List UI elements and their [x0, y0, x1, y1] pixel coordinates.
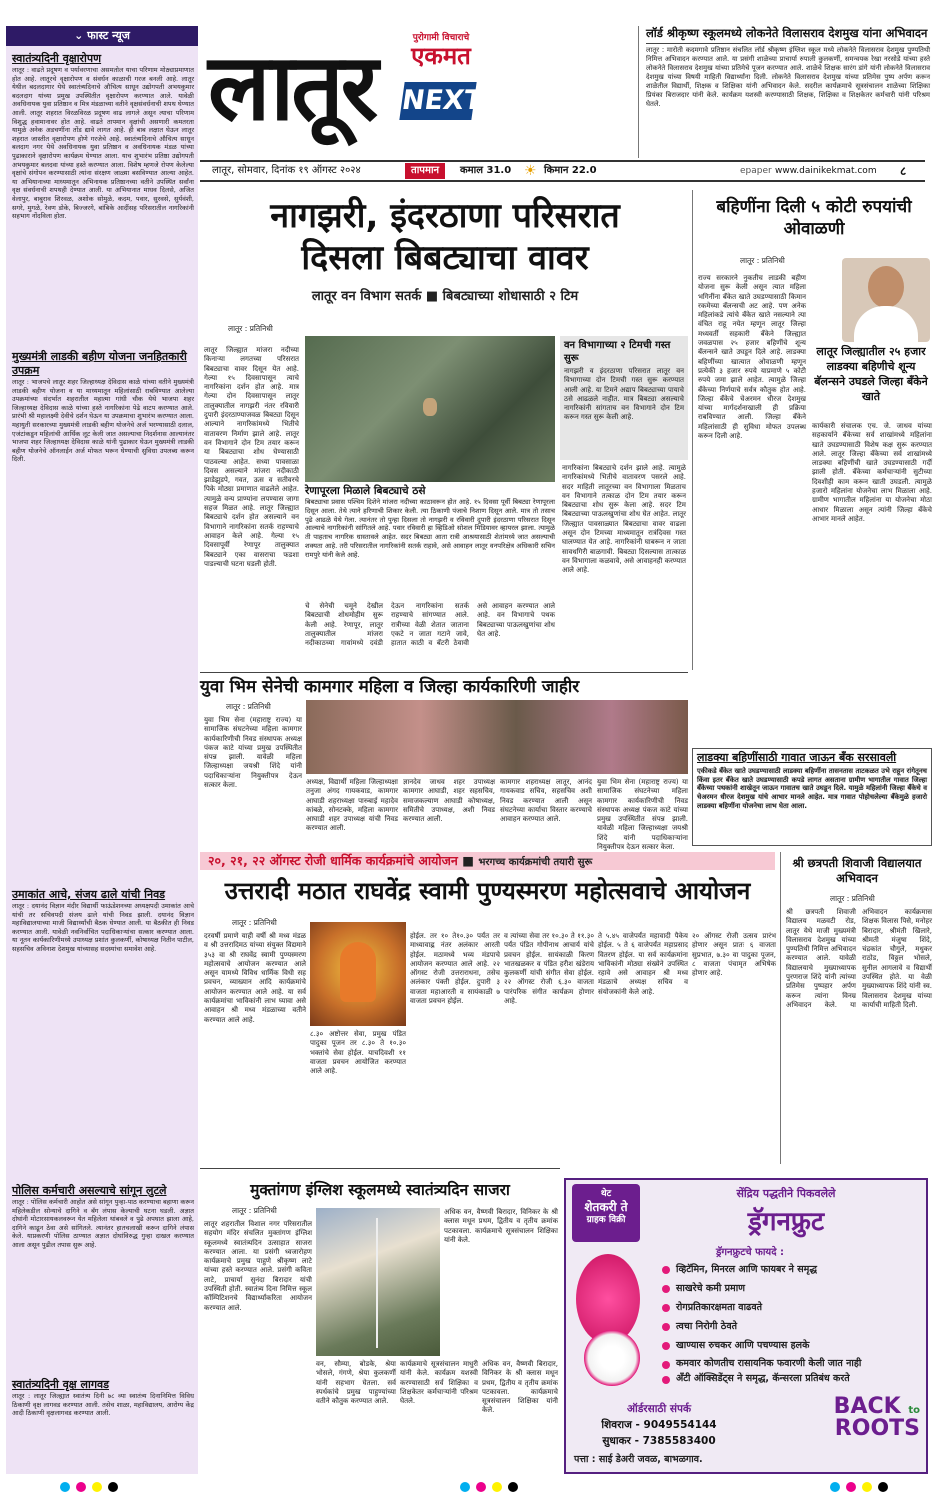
top-right-body: लातूर : मारोती कदमगावे प्रतिष्ठान संचलित लॉर्ड श्रीकृष्ण इंग्लिश स्कूल मध्ये लोकनेते विलासराव देशमुख पुण्यतिथी निमित्त अभिवादन करण्यात आले. या प्रसंगी शाळेच्या प्राचार्या रुपाली कुलकर्णी, समन्वयक रेखा नरसोडे यांच्या हस्ते लोकनेते विलासराव देशमुख यांच्या प्रतिमेचे पूजन करण्यात आले. शाळेचे शिक्षक सारंग डांगे यांनी लोकनेते विलासराव देशमुख यांच्या विषयी माहिती विद्यार्थ्यांना दिली. लोकनेते विलासराव देशमुख यांच्या प्रतिमेस पुष्प अर्पण करून शाळेतील विद्यार्थी, शिक्षक व शिक्षिका यांनी अभिवादन केले. सदरील कार्यक्रमाचे सूत्रसंचालन शाळेच्या शिक्षिका प्रियंका बिराजदार यांनी केले. कार्यक्रम यशस्वी करण्यासाठी शिक्षक, शिक्षिका व शिक्षकेतर कर्मचारी यांनी परिश्रम घेतले. [646, 46, 930, 108]
ad-benefit-item: व्हिटॅमिन, मिनरल आणि फायबर ने समृद्ध [658, 1260, 920, 1279]
reg-dot-magenta [76, 1482, 86, 1492]
ladki-headline: लाडक्या बहिणींसाठी गावात जाऊन बँक सरसावली [697, 751, 897, 764]
page-number: ८ [900, 164, 907, 178]
forest-team-title: वन विभागाच्या २ टिमची गस्त सुरू [564, 340, 671, 364]
sidebar-story-4 [12, 1184, 194, 1370]
lead-byline: लातूर : प्रतिनिधी [228, 324, 273, 333]
photo-caption-box [305, 484, 555, 598]
bhim-column-1: युवा भिम सेना (महाराष्ट्र राज्य) या सामाजिक संघटनेच्या महिला कामगार कार्यकारिणीची निवड संस्थापक अध्यक्ष पंकज काटे यांच्या प्रमुख उपस्थितीत संपन्न झाली. यावेळी महिला जिल्हाध्यक्षा जयश्री शिंदे यांनी पदाधिकाऱ्यांना नियुक्तीपत्र देऊन सत्कार केला. [204, 716, 302, 790]
ad-subtitle: सेंद्रिय पद्धतीने पिकवलेले [736, 1187, 836, 1200]
flag-hoisting-photo [316, 1208, 440, 1356]
lead-column-1: लातूर जिल्ह्यात मांजरा नदीच्या किनाऱ्या लगतच्या परिसरात बिबट्याचा वावर दिसून येत आहे. गेल्या १५ दिवसापासून त्याचे नागरिकांना दर्शन होत आहे. मात्र गेल्या दोन दिवसापासून लातूर तालुक्यातील नागझरी नंतर रविवारी दुपारी इंदरठाण्याजवळ बिबट्या दिसून आल्याने नागरिकांमध्ये भितीचे वातावरण निर्माण झाले आहे. लातूर वन विभागाने दोन टिम तयार करून या बिबट्याचा शोध घेण्यासाठी पाठवल्या आहेत. सध्या पावसाळा दिवस असल्याने मांजरा नदीकाठी झाडेझुडपे, गवत, ऊस व सतीवरचे पिके मोठ्या प्रमाणात वाढलेले आहेत. त्यामुळे वन्य प्राण्यांना लपण्यास जागा सहज मिळत आहे. लातूर जिल्ह्यात बिबट्याचे दर्शन होत असल्याने वन विभागाने नागरिकांना सतर्क राहण्याचे आवाहन केले आहे. गेल्या १५ दिवसापूर्वी रेणापूर तालुक्यात बिबट्याने एका वासराचा फडशा पाडल्याची घटना घडली होती. [204, 346, 299, 568]
reg-dot-black [108, 1482, 118, 1492]
reg-dot-yellow [92, 1482, 102, 1492]
sidebar-story-body: लातूर : लातूर जिल्ह्यात स्वातंत्र्य दिनी ७८ व्या स्वातंत्र्य दिनानिमित्त विविध ठिकाणी वृक्ष लागवड करण्यात आली. तसेच शाळा, महाविद्यालय, आरोग्य केंद्र आदी ठिकाणी वृक्षलागवड करण्यात आली. [12, 1392, 194, 1418]
bhim-column-3: ज्ञानदेव जाधव शहर उपाध्यक्ष कामगार आघाडी, शहर सहसचिव, समाजकल्याण आघाडी कोषाध्यक्ष, समितीचे उपाध्यक्ष, अशी निवड करण्यात आली. [403, 778, 495, 824]
ad-contact-2: सुधाकर - 7385583400 [602, 1435, 716, 1447]
uttaradi-column-2: ८.३० अष्टोत्तर सेवा, प्रमुख पंडित पादुका पूजन तर ८.३० ते १०.३० भक्तांचे सेवा होईल. याचदिवशी ११ वाजता प्रवचन आयोजित करण्यात आले आहे. [310, 1030, 406, 1076]
next-badge: NEXT [399, 82, 476, 120]
reg-dot-yellow [862, 1482, 872, 1492]
temperature-label: तापमान [405, 163, 445, 179]
issue-date: लातूर, सोमवार, दिनांक १९ ऑगस्ट २०२४ [212, 165, 361, 176]
masthead-logo: लातूर [208, 34, 376, 141]
ad-benefits-title: ड्रॅगनफ्रुटचे फायदे : [716, 1247, 785, 1258]
portrait-shirt [854, 306, 918, 342]
back-to-roots-logo-2: ROOTS [834, 1416, 920, 1441]
sidebar-story-title: उमाकांत आचे, संजय ढाले यांची निवड [12, 888, 166, 901]
sidebar-story-5 [12, 1378, 194, 1472]
reg-dot-cyan [60, 1482, 70, 1492]
uttaradi-headline: उत्तरादी मठात राघवेंद्र स्वामी पुण्यस्मरण महोत्सवाचे आयोजन [224, 877, 751, 905]
min-temperature: किमान 22.0 [544, 165, 597, 176]
uttaradi-column-6: २० ऑगस्ट रोजी उत्सव प्रारंभ होणार असून प्रातः ६ वाजता सुप्रभात, ७.३० वा पादुका पूजन, ८ वाजता पंचामृत अभिषेक होणार आहे. [692, 932, 776, 978]
ovalani-column-1: राज्य सरकारने नुकतीच लाडकी बहीण योजना सुरू केली असून त्यात महिला भगिनींना बँकेत खाते उघडण्यासाठी किमान रकमेच्या बॅलन्सची अट आहे. पण अनेक महिलांकडे त्यांचे बँकेत खाते नसल्याने त्या वंचित राहू नयेत म्हणून लातूर जिल्हा मध्यवर्ती सहकारी बँकेने जिल्ह्यात जवळपास २५ हजार बहिणींचे शून्य बॅलन्सने खाते उघडून दिले आहे. लाडक्या बहिणींच्या खात्यात ओवाळणी म्हणून प्रत्येकी ३ हजार रुपये याप्रमाणे ५ कोटी रुपये जमा झाले आहेत. त्यामुळे जिल्हा बँकेच्या निर्णयाचे सर्वत्र कौतुक होत आहे. जिल्हा बँकेचे चेअरमन धीरज देशमुख यांच्या मार्गदर्शनाखाली ही प्रक्रिया राबविण्यात आली. जिल्हा बँकेने महिलांसाठी ही सुविधा मोफत उपलब्ध करून दिली आहे. [698, 274, 806, 441]
ad-address: पत्ता : साई डेअरी जवळ, बाभळगाव. [574, 1454, 703, 1465]
muktangan-headline: मुक्तांगण इंग्लिश स्कूलमध्ये स्वातंत्र्यदिन साजरा [250, 1181, 510, 1199]
portrait-photo [842, 258, 930, 342]
epaper-label: epaper [740, 166, 772, 176]
swami-figure [340, 942, 376, 1002]
flag-pole [376, 1218, 378, 1348]
bhim-group-photo [306, 700, 688, 774]
bhim-column-4: कामगार शहराध्यक्ष लातूर, आनंद गायकवाड सचिव, सहसचिव अशी निवड करण्यात आली असून संघटनेच्या कार्याचा विस्तार करण्याचे आवाहन करण्यात आले. [500, 778, 592, 824]
max-temperature: कमाल 31.0 [460, 165, 512, 176]
sidebar-story-title: मुख्यमंत्री लाडकी बहीण योजना जनहितकारी उपक्रम [12, 350, 187, 377]
ad-benefit-item: साखरेचे कमी प्रमाण [658, 1279, 920, 1298]
brand-tagline: पुरोगामी विचाराचे [412, 33, 470, 43]
lead-subhead: लातूर वन विभाग सतर्क ■ बिबट्याच्या शोधासाठी २ टिम [311, 289, 579, 304]
events-banner: २०, २१, २२ ऑगस्ट रोजी धार्मिक कार्यक्रमांचे आयोजन ■ भरगच्च कार्यक्रमांची तयारी सुरू [200, 852, 775, 870]
muktangan-column-2: अधिक वन, वैष्णवी बिरादार, विनिकर के श्री क्लास मधून प्रथम, द्वितीय व तृतीय क्रमांक पटकावला. कार्यक्रमाचे सूत्रसंचालन शिक्षिका यांनी केले. [444, 1208, 558, 1244]
sidebar-story-3 [12, 888, 194, 1178]
brand-box [396, 30, 486, 69]
reg-dot-black [508, 1482, 518, 1492]
forest-team-body: नागझरी व इंदरठाणा परिसरात लातूर वन विभागाच्या दोन टिमची गस्त सुरू करण्यात आली आहे. या टिमने अद्याप बिबट्याच्या पायाचे ठसे आढळले नाहीत. मात्र बिबट्या असल्याचे नागरिकांनी सांगताच वन विभागाने दोन टिम करून गस्त सुरू केली आहे. [564, 367, 684, 422]
sidebar-story-2 [12, 350, 194, 880]
sidebar-story-title: स्वातंत्र्यदिनी वृक्षारोपण [12, 52, 102, 65]
reg-dot-yellow [492, 1482, 502, 1492]
sidebar-story-title: स्वातंत्र्यदिनी वृक्ष लागवड [12, 1378, 110, 1391]
muktangan-column-4: कार्यक्रमाचे सूत्रसंचालन माधुरी यांनी केले. कार्यक्रम यशस्वी करण्यासाठी सर्व शिक्षिका व शिक्षकेतर कर्मचाऱ्यांनी परिश्रम घेतले. [400, 1360, 478, 1406]
ladki-bank-box [692, 748, 932, 846]
ad-title: ड्रॅगनफ्रुट [747, 1207, 825, 1237]
lead-headline-2: दिसला बिबट्याचा वावर [301, 238, 589, 278]
reg-dot-cyan [460, 1482, 470, 1492]
swami-photo [310, 922, 406, 1026]
ad-tag: थेट शेतकरी ते ग्राहक विक्री [572, 1184, 640, 1242]
ad-benefit-item: त्वचा निरोगी ठेवते [658, 1317, 920, 1336]
dragonfruit-slice [584, 1330, 640, 1386]
website-link[interactable]: www.dainikekmat.com [775, 166, 877, 176]
uttaradi-column-4: व त्यांच्या सेवा तर १०.३० ते ११.३० पर्यंत पंडित गोपीनाथ आचार्य यांचे प्रवचन होईल. सायंकाळी किरण भातखळकर व पंडित हरीश खंडेराय कुलकर्णी यांची संगीत सेवा होईल. २२ ऑगस्ट रोजी ६.३० वाजता पारंपरिक संगीत कार्यक्रम होणार आहे. [504, 932, 594, 1006]
forest-team-box [560, 336, 688, 460]
ad-order-title: ऑर्डरसाठी संपर्क [626, 1403, 692, 1415]
shivaji-byline: लातूर : प्रतिनिधी [830, 894, 875, 903]
chevron-icon: ⌄ [74, 29, 88, 42]
ad-benefit-item: ॲंटी ऑक्सिडेंट्स ने समृद्ध, कॅन्सरला प्रतिबंध करते [658, 1370, 920, 1385]
ad-contact-1: शिवराज - 9049554144 [601, 1419, 717, 1431]
ad-benefit-item: कमवार कोणतीच रासायनिक फवारणी केली जात नाही [658, 1355, 920, 1370]
muktangan-column-3: वन, सौम्या, बोडके, श्रेया भोसले, गंगणे, श्रेया कुलकर्णी यांनी सहभाग घेतला. सर्व स्पर्धकांचे प्रमुख पाहुण्यांच्या वतीने कौतुक करण्यात आले. [316, 1360, 396, 1406]
banner-right-text: भरगच्च कार्यक्रमांची तयारी सुरू [478, 857, 593, 868]
fast-news-header: ⌄ फास्ट न्यूज [6, 26, 198, 46]
sidebar-story-title: पोलिस कर्मचारी असल्याचे सांगून लुटले [12, 1184, 167, 1197]
sun-icon: ☀ [524, 163, 537, 179]
brand-name: एकमत [411, 42, 471, 70]
bhim-column-5: युवा भिम सेना (महाराष्ट्र राज्य) या सामाजिक संघटनेच्या महिला कामगार कार्यकारिणीची निवड संस्थापक अध्यक्ष पंकज काटे यांच्या प्रमुख उपस्थितीत संपन्न झाली. यावेळी महिला जिल्हाध्यक्षा जयश्री शिंदे यांनी पदाधिकाऱ्यांना नियुक्तीपत्र देऊन सत्कार केला. [597, 778, 688, 852]
bhim-column-2: अध्यक्ष, विद्यार्थी महिला जिल्हाध्यक्षा तनुजा अंगद गायकवाड, कामगार आघाडी शहराध्यक्षा पारुबाई महादेव कांबळे, सोनटक्के, महिला कामगार आघाडी शहर उपाध्यक्ष यांची निवड करण्यात आली. [306, 778, 398, 833]
uttaradi-byline: लातूर : प्रतिनिधी [232, 918, 277, 927]
sidebar-story-body: लातूर : भाजपचे लातूर शहर जिल्हाध्यक्ष देविदास काळे यांच्या वतीने मुख्यमंत्री लाडकी बहीण योजना व या माध्यमातून महिलांसाठी राबविण्यात आलेल्या उपक्रमांच्या संदर्भात शहरातील महात्मा गांधी चौक येथे भाजपा शहर जिल्हाध्यक्ष देविदास काळे यांच्या हस्ते नागरिकांना पेढे वाटप करण्यात आले. प्रारंभी श्री महालक्ष्मी देवीचे दर्शन घेऊन या उपक्रमाचा शुभारंभ करण्यात आला. महायुती सरकारच्या मुख्यमंत्री लाडकी बहीण योजनेचे अर्ज भरण्यासाठी दलाल, एजंटांकडून महिलांची आर्थिक लूट केली जात असल्याचा निदर्शनास आल्यानंतर भाजपा शहर जिल्हाध्यक्ष देविदास काळे यांनी पुढाकार घेऊन मुख्यमंत्री लाडकी बहीण योजनेचे ऑनलाईन अर्ज मोफत भरून घेण्याची सुविधा उपलब्ध करून दिली. [12, 378, 194, 464]
photo-caption-title: रेणापूरला मिळाले बिबट्याचे ठसे [305, 485, 426, 497]
shivaji-body: श्री छत्रपती शिवाजी विद्यालय मळवटी रोड, लातूर येथे माजी मुख्यमंत्री विलासराव देशमुख यांच्या पुण्यतिथी निमित्त अभिवादन करण्यात आले. यावेळी विद्यालयाचे मुख्याध्यापक पुरणराज शिंदे यांनी त्यांच्या प्रतिमेस पुष्पहार अर्पण करून त्यांना विनम्र अभिवादन केले. या अभिवादन कार्यक्रमास शिक्षक विलास पिसे, मनोहर बिरादार, श्रीमंती खिलारे, श्रीमती मंजुषा शिंदे, चंद्रकांत चौगुले, मधुकर राठोड, विठ्ठल भोसले, सुनील आगलावे व विद्यार्थी उपस्थित होते. या वेळी मुख्याध्यापक शिंदे यांनी स्व. विलासराव देशमुख यांच्या कार्याची माहिती दिली. [786, 908, 932, 1009]
dragonfruit-ad [564, 1178, 928, 1474]
reg-dot-magenta [846, 1482, 856, 1492]
ovalani-headline: बहिणींना दिली ५ कोटी रुपयांची ओवाळणी [716, 197, 912, 239]
dragonfruit-image [570, 1250, 648, 1390]
leopard-figure [423, 398, 437, 416]
ad-benefits-list [658, 1260, 920, 1385]
sidebar-story-body: लातूर : पोलिस कर्मचारी आहोत असे सांगून पुन्हा-पाठ करण्याचा बहाणा करून महिलेकडील सोन्याचे दागिने व बॅग लंपास केल्याची घटना घडली. अज्ञात दोघांनी मोटारसायकलवरून येत महिलेला थांबवले व पुढे अपघात झाला आहे, दागिने काढून ठेवा असे सांगितले. त्यानंतर हातचलाखी करून दागिने लंपास केले. याप्रकरणी पोलिस ठाण्यात अज्ञात दोघांविरुद्ध गुन्हा दाखल करण्यात आला असून पुढील तपास सुरू आहे. [12, 1198, 194, 1249]
top-right-story [646, 26, 930, 158]
lead-column-2: चे सेनेची चमूने देखील बिबट्याची शोधमोहीम सुरू केली आहे. रेणापूर, लातूर तालुक्यातील मांजरा नदीकाठच्या गावांमध्ये दवंडी देऊन नागरिकांना सतर्क राहण्याचे सांगण्यात आले. रात्रीच्या वेळी शेतात जाताना एकटे न जाता गटाने जावे, हातात काठी व बॅटरी ठेवावी असे आवाहन करण्यात आले आहे. वन विभागाचे पथक बिबट्याच्या पाऊलखुणांचा शोध घेत आहे. [305, 602, 555, 648]
sidebar-story-1 [12, 52, 194, 344]
leopard-photo [305, 336, 555, 482]
ovalani-quote: लातूर जिल्ह्यातील २५ हजार लाडक्या बहिणीचे शून्य बॅलन्सने उघडले जिल्हा बँकेने खाते [814, 345, 928, 403]
muktangan-byline: लातूर : प्रतिनिधी [232, 1206, 277, 1215]
banner-left-text: २०, २१, २२ ऑगस्ट रोजी धार्मिक कार्यक्रमांचे आयोजन [208, 853, 458, 868]
lead-column-3: नागरिकांना बिबट्याचे दर्शन झाले आहे. त्यामुळे नागरिकांमध्ये भितीचे वातावरण पसरले आहे. सदर माहिती लातूरच्या वन विभागाला मिळताच वन विभागाने तत्काळ दोन टिम तयार करून बिबट्याचा शोध सुरू केला आहे. सदर टिम बिबट्याच्या पाऊलखुणांचा शोध घेत आहेत. लातूर जिल्ह्यात पावसाळ्यात बिबट्याचा वावर वाढला असून दोन टिमच्या माध्यमातून रात्रंदिवस गस्त घालण्यात येत आहे. नागरिकांनी घाबरून न जाता सावधगिरी बाळगावी. बिबट्या दिसल्यास तात्काळ वन विभागाला कळवावे, असे आवाहनही करण्यात आले आहे. [562, 464, 686, 575]
bhim-byline: लातूर : प्रतिनिधी [226, 702, 271, 711]
ad-benefit-item: खाण्यास रुचकर आणि पचण्यास हलके [658, 1336, 920, 1355]
ovalani-byline: लातूर : प्रतिनिधी [740, 256, 785, 265]
ad-benefit-item: रोगप्रतिकारक्षमता वाढवते [658, 1298, 920, 1317]
lead-headline-1: नागझरी, इंदरठाणा परिसरात [270, 196, 620, 236]
uttaradi-column-3: होईल. तर १० ते१०.३० पर्यंत तर माध्यावाह्न नंतर अलंकार आरती होईल. मठामध्ये भव्य मंडपाचे आयोजन करण्यात आले आहे. २२ ऑगस्ट रोजी उत्तराराधना, तसेच अलंकार पंक्ती होईल. दुपारी ३ वाजता महाआरती व सायंकाळी ७ वाजता प्रवचन होईल. [410, 932, 500, 1006]
ladki-body: एकीकडे बँकेत खाते उघडण्यासाठी लाडक्या बहिणींना तासनतास ताटकळत उभे राहून रांगेतूनच किंवा इतर बँकेत खाते उघडण्यासाठी कपडे लागत असताना ग्रामीण भागातील गावात जिल्हा बँकेच्या पथकांनी शाखेतून जाऊन गावातच खाते उघडून दिले. यामुळे महिलांनी जिल्हा बँकेचे व चेअरमन धीरज देशमुख यांचे आभार मानले आहेत. मात्र गावात पोहोचलेल्या बँकेमुळे हजारो लाडक्या बहिणींना योजनेचा लाभ घेता आला. [697, 767, 927, 810]
muktangan-column-5: अधिक वन, वैष्णवी बिरादार, विनिकर के श्री क्लास मधून प्रथम, द्वितीय व तृतीय क्रमांक पटकावला. कार्यक्रमाचे सूत्रसंचालन शिक्षिका यांनी केले. [482, 1360, 558, 1415]
reg-dot-cyan [830, 1482, 840, 1492]
reg-dot-black [878, 1482, 888, 1492]
muktangan-column-1: लातूर शहरातील विशाल नगर परिसरातील सहयोग मंदिर संचलित मुक्तांगण इंग्लिश स्कूलमध्ये स्वातंत्र्यदिन उत्साहात साजरा करण्यात आला. या प्रसंगी ध्वजारोहण कार्यक्रमाचे प्रमुख पाहुणे श्रीकृष्ण लाटे यांच्या हस्ते करण्यात आले. प्रसंगी कविता लाटे, प्राचार्या सुनंदा बिरादार यांची उपस्थिती होती. स्वातंत्र्य दिना निमित्त स्कूल कॉम्पिटिशनचे विद्यार्थ्यांकरिता आयोजन करण्यात आले. [204, 1220, 312, 1312]
sidebar-story-body: लातूर : वाढते प्रदूषण व पर्यावरणाचा असमतोल याचा परिणाम मोठ्याप्रमाणात होत आहे. लातूरचे वृक्षारोपण व संवर्धन काळाची गरज बनली आहे. लातूर येथील बदलदागार येथे स्वातंत्र्यदिनाचे औचित्य साधून उद्योगपती अभयकुमार बदलदाग यांच्या प्रमुख उपस्थितीत वृक्षारोपण करण्यात आले. यावेळी अवधिनायक युवा प्रतिष्ठान व मित्र मंडळाच्या वतीने वृक्षसंवर्धनाची शपथ घेण्यात आली. लातूर शहरात विरळविरळ प्रदूषण वाढ लागले असून त्याचा परिणाम विशुद्ध हवामानावर होत आहे. वाढते तापमान वृक्षांची असणारी कमतरता यामुळे अनेक अडचणींना तोंड द्यावे लागत आहे. ही बाब लक्षात घेऊन लातूर शहरात जास्तीत वृक्षारोपण होणे गरजेचे आहे. स्वातंत्र्यदिनाचे औचित्य साधून बलदाग नगर येथे अवधिनायक युवा प्रतिष्ठान व अवधिनायक मंडळ यांच्या पुढाकाराने वृक्षारोपण कार्यक्रम घेण्यात आला. याच शुभारंभ प्रतिष्ठा उद्योगपती अभयकुमार बलदवा यांच्या हस्ते करण्यात आला. विशेष म्हणजे रोपण केलेल्या वृक्षांचे संगोपन करण्यासाठी त्यांना संरक्षण जाळ्या बसविण्यात आल्या आहेत. या अभियानाच्या माध्यमातून अभिनायक प्रतिष्ठानच्या वतीने उपस्थित सर्वांना वृक्ष संवर्धनाची शपथही देण्यात आली. या अभियानात माधव दिलसे, अजित वेलापुर, बाबुराव शिरवळ, अशोक सोमुळे, कदम, पवार, सुरवसे, सुर्यवंशी, सगरे, मुगळे, रेवण डोके, बिज्जरगे, बांबिके आदींसह परिसरातील नागरिकांनी सहभाग नोंदविला होता. [12, 66, 194, 221]
back-to-roots-logo: BACK to [833, 1394, 920, 1419]
bhim-headline: युवा भिम सेनेची कामगार महिला व जिल्हा कार्यकारिणी जाहीर [200, 677, 580, 697]
top-right-headline: लॉर्ड श्रीकृष्ण स्कूलमध्ये लोकनेते विलासराव देशमुख यांना अभिवादन [646, 26, 928, 40]
shivaji-headline: श्री छत्रपती शिवाजी विद्यालयात अभिवादन [792, 856, 922, 885]
reg-dot-magenta [476, 1482, 486, 1492]
uttaradi-column-1: दरवर्षी प्रमाणे याही वर्षी श्री मध्व मंडळ व श्री उत्तरादिमठ यांच्या संयुक्त विद्यमाने ३५३ वा श्री राघवेंद्र स्वामी पुण्यस्मरण महोत्सवाचे आयोजन करण्यात आले असून यामध्ये विविध धार्मिक विधी सह प्रवचन, व्याख्यान आदि कार्यक्रमांचे आयोजन करण्यात आले आहे. या सर्व कार्यक्रमांचा भाविकांनी लाभ घ्यावा असे आवाहन श्री मध्व मंडळाच्या वतीने करण्यात आले आहे. [204, 932, 306, 1024]
dateline-bar [200, 160, 925, 182]
sidebar-story-body: लातूर : दयानंद विज्ञान मंदीर विद्यार्थी फाऊंडेशनच्या अध्यक्षपदी उमाकांत आचे यांची तर सचिवपदी संजय ढाले यांची निवड झाली. दयानंद विज्ञान महाविद्यालयाच्या माजी विद्यार्थ्यांची बैठक घेण्यात आली. या बैठकीत ही निवड करण्यात आली. यावेळी नवनिर्वाचित पदाधिकाऱ्यांचा सत्कार करण्यात आला. या नूतन कार्यकारिणीमध्ये उपाध्यक्ष प्रशांत कुलकर्णी, कोषाध्यक्ष नितीन पाटील, सहसचिव अविनाश देशमुख यांच्यासह सदस्यांचा समावेश आहे. [12, 902, 194, 953]
uttaradi-column-5: ते ५.४५ वाजेपर्यंत महावादी पैकेय होईल. ५ ते ६ वाजेपर्यंत महाप्रसाद वितरण होईल. या सर्व कार्यक्रमांना भाविकांनी मोठ्या संख्येने उपस्थित रहावे असे आवाहन श्री मध्व मंडळाचे अध्यक्ष सचिव व संयोजकांनी केले आहे. [598, 932, 688, 996]
portrait-face [868, 266, 904, 308]
ovalani-column-2: कार्यकारी संचालक एच. जे. जाधव यांच्या सहकार्याने बँकेच्या सर्व शाखांमध्ये महिलांना खाते उघडण्यासाठी विशेष कक्ष सुरू करण्यात आले. लातूर जिल्हा बँकेच्या सर्व शाखांमध्ये लाडक्या बहिणींची खाते उघडण्यासाठी गर्दी झाली होती. बँकेच्या कर्मचाऱ्यांनी सुटीच्या दिवशीही काम करून खाती उघडली. त्यामुळे हजारो महिलांना योजनेचा लाभ मिळाला आहे. ग्रामीण भागातील महिलांना या योजनेचा मोठा आधार मिळाला असून त्यांनी जिल्हा बँकेचे आभार मानले आहेत. [812, 422, 932, 523]
photo-caption-body: बिबट्याचा प्रवास पश्चिम दिशेने मांजरा नदीच्या काठावरून होत आहे. १५ दिवसा पूर्वी बिबट्या रेणापूरला दिसून आला. तेथे त्याने हरिणाची शिकार केली. त्या ठिकाणी पंजाचे निशाण दिसून आले. मात्र तो तसाच पुढे आढळे येथे गेला. त्यानंतर तो पुन्हा दिसला तो नागझरी व रविवारी दुपारी इंदरठाणा परिसरात दिसून आल्याचे नागरिकांनी सांगितले आहे. पवार रविवारी हा व्हिडिओ सोशल मिडियावर व्हायरल झाला. त्यामुळे ती पाहताच नागरिक धास्तावले आहेत. सदर बिबट्या आता रात्री आश्रयासाठी शेतांमध्ये जात असल्याची शक्यता आहे. तरी परिसरातील नागरिकांनी सतर्क राहावे, असे आवाहन लातूर वनपरिक्षेत्र अधिकारी सचिन रामपुरे यांनी केले आहे. [305, 498, 555, 559]
registration-marks [60, 1482, 890, 1494]
